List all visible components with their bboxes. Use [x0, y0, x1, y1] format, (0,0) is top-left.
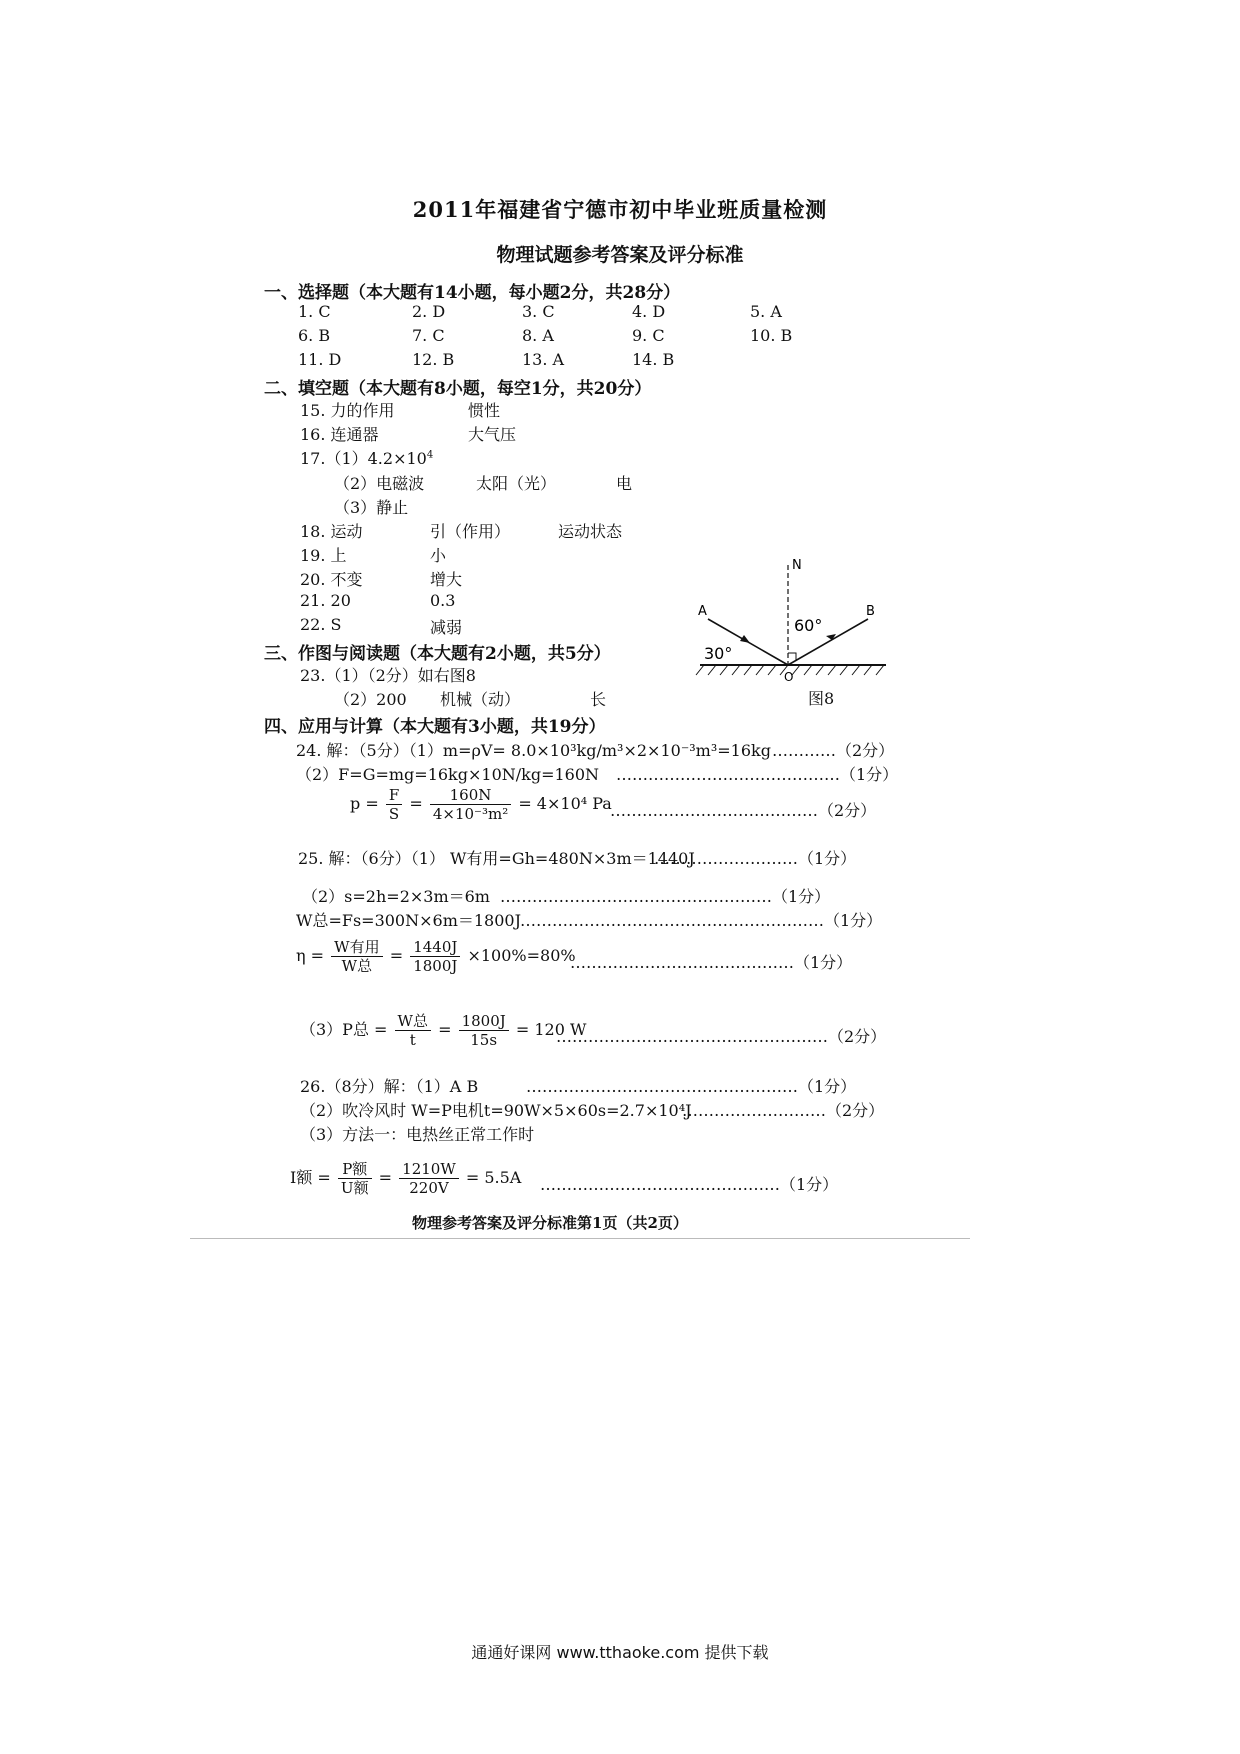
solution-24-3: p = $\frac{F}{S}$ = $\frac{160N}{\text{4×10⁻³m²}}$ = 4×10⁴ Pa [350, 786, 612, 823]
mc-answer-12: 12. B [412, 350, 455, 369]
answer-15a: 15. 力的作用 [300, 401, 395, 420]
score-24-3: …………………………………（2分） [610, 801, 877, 820]
solution-26-1: 26.（8分）解：（1）A B [300, 1077, 479, 1096]
answer-16b: 大气压 [468, 425, 517, 444]
solution-25-2: （2）s=2h=2×3m＝6m [302, 887, 490, 906]
mc-answer-9: 9. C [632, 326, 665, 345]
incident-arrow-icon [740, 635, 750, 643]
answer-17-3: （3）静止 [334, 498, 409, 517]
mc-answer-4: 4. D [632, 302, 666, 321]
score-24-1: …………（2分） [772, 741, 895, 760]
mc-answer-2: 2. D [412, 302, 446, 321]
label-a: A [698, 604, 707, 619]
answer-23-2b: 机械（动） [440, 690, 521, 709]
score-26-1: ……………………………………………（1分） [526, 1077, 857, 1096]
score-25-2: ……………………………………………（1分） [500, 887, 831, 906]
answer-18b: 引（作用） [430, 522, 511, 541]
mc-answer-13: 13. A [522, 350, 565, 369]
answer-20a: 20. 不变 [300, 570, 363, 589]
score-24-2: ……………………………………（1分） [616, 765, 899, 784]
score-26-2: ………………………（2分） [682, 1101, 885, 1120]
answer-22b: 减弱 [430, 618, 463, 637]
angle-30-label: 30° [704, 644, 733, 663]
solution-25-5: （3）P总 = $\frac{\text{W总}}{t}$ = $\frac{1800J}{15s}$ = 120 W [300, 1012, 587, 1049]
solution-26-3: （3）方法一：电热丝正常工作时 [300, 1125, 535, 1144]
reflection-diagram [690, 555, 900, 705]
solution-24-1: 24. 解：（5分）（1）m=ρV= 8.0×10³kg/m³×2×10⁻³m³=16kg [296, 741, 771, 760]
angle-60-label: 60° [794, 616, 823, 635]
page-subtitle: 物理试题参考答案及评分标准 [496, 244, 744, 266]
section-3-heading: 三、作图与阅读题（本大题有2小题，共5分） [264, 644, 611, 664]
score-25-4: ……………………………………（1分） [570, 953, 853, 972]
answer-23-1: 23.（1）（2分）如右图8 [300, 666, 476, 685]
solution-26-2: （2）吹冷风时 W=P电机t=90W×5×60s=2.7×10⁴J [300, 1101, 692, 1120]
answer-23-2c: 长 [590, 690, 607, 709]
answer-17-2c: 电 [616, 474, 633, 493]
score-26-4: ………………………………………（1分） [540, 1175, 839, 1194]
mc-answer-14: 14. B [632, 350, 675, 369]
solution-26-4: I额 = $\frac{\text{P额}}{\text{U额}}$ = $\frac{1210W}{220V}$ = 5.5A [290, 1160, 522, 1197]
answer-21a: 21. 20 [300, 591, 351, 610]
answer-16a: 16. 连通器 [300, 425, 379, 444]
figure-caption: 图8 [808, 689, 835, 708]
section-2-heading: 二、填空题（本大题有8小题，每空1分，共20分） [264, 379, 652, 399]
section-1-heading: 一、选择题（本大题有14小题，每小题2分，共28分） [264, 283, 681, 303]
mc-answer-11: 11. D [298, 350, 342, 369]
site-footer: 通通好课网 www.tthaoke.com 提供下载 [471, 1643, 769, 1662]
section-4-heading: 四、应用与计算（本大题有3小题，共19分） [264, 717, 606, 737]
answer-22a: 22. S [300, 615, 342, 634]
mc-answer-10: 10. B [750, 326, 793, 345]
mc-answer-6: 6. B [298, 326, 331, 345]
answer-17-1: $17.(1)4.2\times 10^4$ [300, 449, 434, 468]
answer-18a: 18. 运动 [300, 522, 363, 541]
page-footer: 物理参考答案及评分标准第1页（共2页） [412, 1214, 688, 1232]
page-title: 2011年福建省宁德市初中毕业班质量检测 [412, 197, 828, 222]
answer-15b: 惯性 [468, 401, 501, 420]
mc-answer-7: 7. C [412, 326, 445, 345]
answer-18c: 运动状态 [558, 522, 623, 541]
answer-21b: 0.3 [430, 591, 456, 610]
label-n: N [792, 558, 802, 573]
footer-divider [190, 1238, 970, 1239]
answer-19b: 小 [430, 546, 447, 565]
answer-17-2a: （2）电磁波 [334, 474, 425, 493]
answer-19a: 19. 上 [300, 546, 347, 565]
solution-25-3: W总=Fs=300N×6m＝1800J [296, 911, 522, 930]
mc-answer-3: 3. C [522, 302, 555, 321]
solution-24-2: （2）F=G=mg=16kg×10N/kg=160N [296, 765, 600, 784]
answer-17-2b: 太阳（光） [476, 474, 557, 493]
mc-answer-5: 5. A [750, 302, 782, 321]
score-25-5: ……………………………………………（2分） [556, 1027, 887, 1046]
score-25-1: ………………………（1分） [654, 849, 857, 868]
label-b: B [866, 604, 875, 619]
answer-23-2a: （2）200 [334, 690, 407, 709]
solution-25-4: η = $\frac{\text{W有用}}{\text{W总}}$ = $\frac{1440J}{1800J}$ ×100%=80% [296, 938, 576, 975]
mc-answer-1: 1. C [298, 302, 331, 321]
solution-25-1: 25. 解：（6分）（1） W有用=Gh=480N×3m＝1440J [298, 849, 695, 868]
label-o: O [784, 670, 794, 684]
answer-20b: 增大 [430, 570, 463, 589]
score-25-3: …………………………………………………（1分） [520, 911, 883, 930]
mc-answer-8: 8. A [522, 326, 554, 345]
